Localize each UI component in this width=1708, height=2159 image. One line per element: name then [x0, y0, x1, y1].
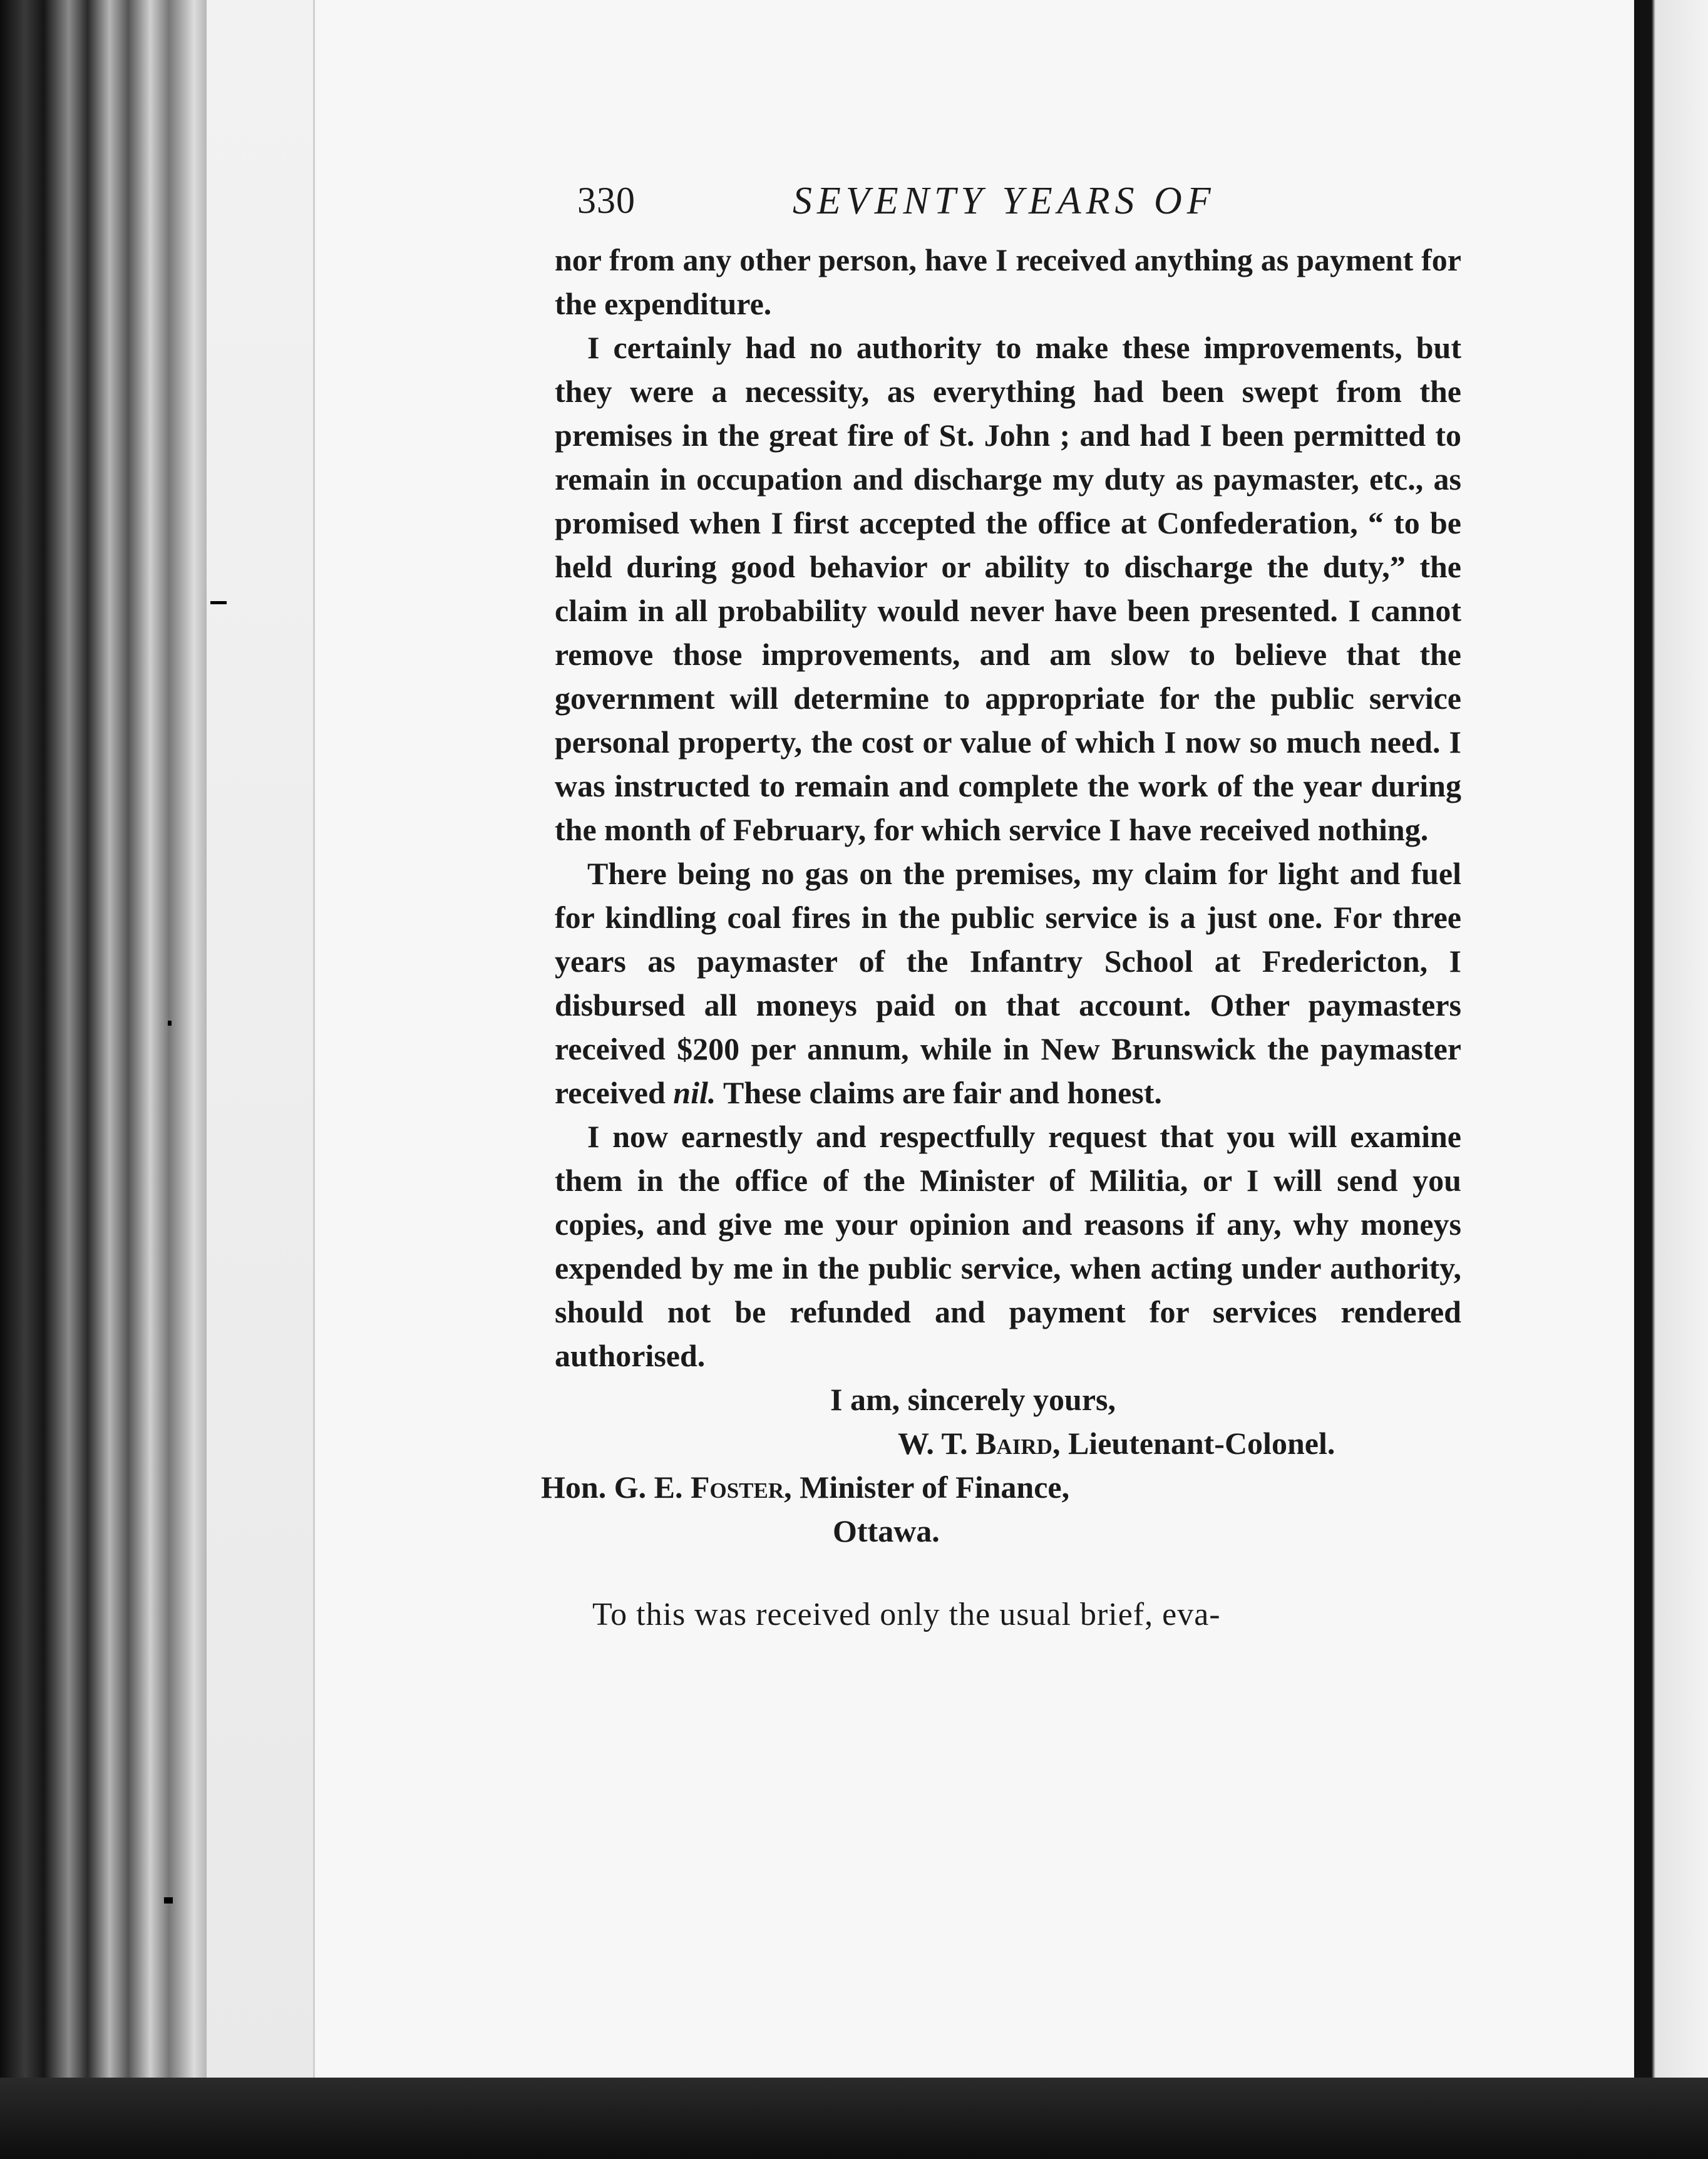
claims-fair-sentence: These claims are fair and honest. — [723, 1075, 1162, 1110]
scan-speck — [164, 1897, 173, 1904]
continuation-line: To this was received only the usual brief, eva- — [592, 1597, 1221, 1632]
addressee-name: Foster — [690, 1470, 785, 1505]
paragraph-request: I now earnestly and respectfully request that you will examine them in the office of the Minister of Militia, or I will send you copies, and give me your opinion and reasons if any, why moneys expended by me in the public service, when acting under authority, should not be refunded and payment for services rendered authorised. — [555, 1119, 1461, 1373]
addressee-prefix: Hon. G. E. — [541, 1470, 691, 1505]
letter-closing — [541, 1378, 1461, 1553]
nil-word: nil. — [673, 1075, 716, 1110]
scan-speck — [210, 601, 227, 604]
running-title: SEVENTY YEARS OF — [793, 180, 1216, 222]
salutation: I am, sincerely yours, — [830, 1382, 1116, 1417]
signature-title: , Lieutenant-Colonel. — [1052, 1426, 1335, 1461]
addressee-title: , Minister of Finance, — [784, 1470, 1070, 1505]
scan-speck — [168, 1021, 172, 1026]
paragraph-claims-text: There being no gas on the premises, my claim for light and fuel for kindling coal fires in the public service is a just one. For three years as paymaster of the Infantry School at Fredericton, I disbursed all moneys paid on that account. Other paymasters received $200 per annum, while in New Brunswick the paymaster received — [555, 856, 1461, 1110]
page-number: 330 — [577, 180, 635, 221]
page-content — [541, 169, 1461, 1637]
running-head — [555, 169, 1461, 238]
scanner-edge-right — [1634, 0, 1708, 2159]
paragraph-improvements: I certainly had no authority to make these improvements, but they were a necessity, as everything had been swept from the premises in the great fire of St. John ; and had I been permitted to remain in occupation and discharge my duty as paymaster, etc., as promised when I first accepted the office at Confederation, “ to be held during good behavior or ability to discharge the duty,” the claim in all probability would never have been presented. I cannot remove those improvements, and am slow to believe that the government will determine to appropriate for the public service personal property, the cost or value of which I now so much need. I was instructed to remain and complete the work of the year during the month of February, for which service I have received nothing. — [555, 330, 1461, 847]
signature-line — [555, 1421, 1461, 1465]
body-text — [555, 238, 1461, 1378]
paragraph-claims — [555, 852, 1461, 1115]
addressee-line — [541, 1465, 1461, 1509]
scanner-edge-bottom — [0, 2078, 1708, 2159]
signature-name: W. T. Baird — [898, 1426, 1052, 1461]
paragraph-continuation: nor from any other person, have I received anything as payment for the expenditure. — [555, 242, 1461, 321]
addressee-city: Ottawa. — [833, 1513, 940, 1548]
